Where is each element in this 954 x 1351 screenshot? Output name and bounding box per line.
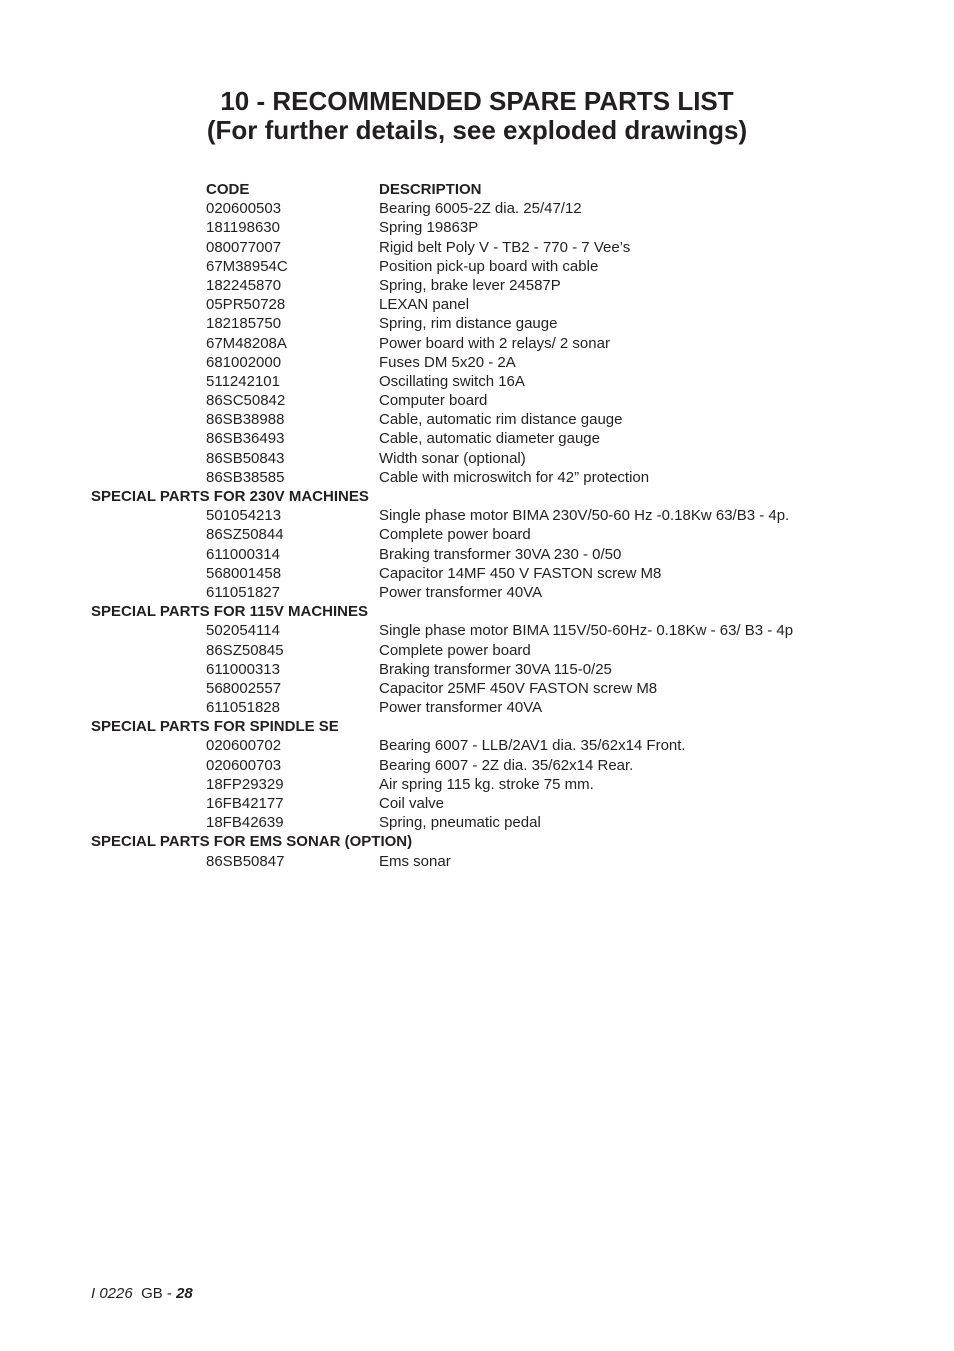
part-code: 681002000 [206, 353, 282, 371]
part-code: 611051827 [206, 583, 280, 601]
part-row [0, 525, 954, 544]
page-footer [91, 1285, 193, 1303]
part-row [0, 410, 954, 429]
part-code: 181198630 [206, 219, 280, 237]
part-row [0, 314, 954, 333]
part-row [0, 372, 954, 391]
part-row [0, 199, 954, 218]
part-description: Spring, rim distance gauge [379, 315, 558, 333]
part-code: 501054213 [206, 507, 282, 525]
part-row [0, 852, 954, 871]
part-code: 020600702 [206, 737, 282, 755]
part-description: Ems sonar [379, 852, 451, 870]
part-description: LEXAN panel [379, 296, 470, 314]
part-code: 05PR50728 [206, 296, 286, 314]
part-code: 020600703 [206, 756, 282, 774]
section-title: SPECIAL PARTS FOR SPINDLE SE [91, 718, 339, 736]
section-heading-row [0, 832, 954, 851]
part-code: 182185750 [206, 315, 282, 333]
part-code: 86SB38988 [206, 411, 285, 429]
part-code: 86SB36493 [206, 430, 285, 448]
part-code: 86SZ50845 [206, 641, 284, 659]
part-description: Spring, pneumatic pedal [379, 814, 541, 832]
part-row [0, 583, 954, 602]
part-description: Single phase motor BIMA 230V/50-60 Hz -0.18Kw 63/B3 - 4p. [379, 507, 790, 525]
page-number: 28 [176, 1285, 193, 1302]
part-description: Rigid belt Poly V - TB2 - 770 - 7 Vee’s [379, 238, 631, 256]
part-row [0, 794, 954, 813]
part-row [0, 775, 954, 794]
part-row [0, 257, 954, 276]
section-title: SPECIAL PARTS FOR 230V MACHINES [91, 488, 369, 505]
part-row [0, 353, 954, 372]
part-code: 568001458 [206, 564, 282, 582]
part-row [0, 698, 954, 717]
part-code: 67M48208A [206, 334, 287, 352]
part-row [0, 391, 954, 410]
part-code: 611051828 [206, 699, 280, 717]
part-row [0, 545, 954, 564]
part-row [0, 679, 954, 698]
part-row [0, 276, 954, 295]
part-description: Cable, automatic rim distance gauge [379, 411, 623, 429]
parts-rows [0, 199, 954, 871]
section-title: SPECIAL PARTS FOR EMS SONAR (OPTION) [91, 833, 413, 851]
description-column-header: DESCRIPTION [379, 181, 482, 198]
part-code: 86SZ50844 [206, 526, 284, 544]
part-code: 67M38954C [206, 257, 288, 275]
part-description: Spring, brake lever 24587P [379, 276, 561, 294]
part-code: 568002557 [206, 679, 282, 697]
part-row [0, 564, 954, 583]
part-row [0, 449, 954, 468]
section-title: SPECIAL PARTS FOR 115V MACHINES [91, 603, 369, 621]
footer-separator: - [166, 1285, 172, 1302]
column-header-row [0, 180, 954, 199]
part-description: Position pick-up board with cable [379, 257, 599, 275]
part-code: 611000313 [206, 660, 280, 678]
part-row [0, 813, 954, 832]
part-description: Width sonar (optional) [379, 449, 526, 467]
part-description: Air spring 115 kg. stroke 75 mm. [379, 775, 594, 793]
document-code: I 0226 [91, 1285, 133, 1302]
section-heading-row [0, 602, 954, 621]
part-description: Complete power board [379, 641, 531, 659]
part-description: Power board with 2 relays/ 2 sonar [379, 334, 610, 352]
part-row [0, 621, 954, 640]
part-description: Fuses DM 5x20 - 2A [379, 353, 516, 371]
part-description: Bearing 6005-2Z dia. 25/47/12 [379, 200, 582, 218]
part-description: Bearing 6007 - LLB/2AV1 dia. 35/62x14 Front. [379, 737, 686, 755]
part-description: Cable with microswitch for 42” protection [379, 468, 650, 486]
spare-parts-list [0, 180, 954, 871]
part-row [0, 295, 954, 314]
part-description: Capacitor 25MF 450V FASTON screw M8 [379, 679, 658, 697]
part-description: Bearing 6007 - 2Z dia. 35/62x14 Rear. [379, 756, 634, 774]
part-row [0, 756, 954, 775]
part-description: Complete power board [379, 526, 531, 544]
part-row [0, 468, 954, 487]
part-code: 86SB38585 [206, 468, 285, 486]
language-code: GB [141, 1285, 163, 1302]
part-description: Coil valve [379, 795, 445, 812]
part-row [0, 736, 954, 755]
part-code: 511242101 [206, 372, 280, 390]
part-row [0, 506, 954, 525]
part-row [0, 238, 954, 257]
part-row [0, 334, 954, 353]
part-code: 182245870 [206, 276, 282, 294]
part-description: Power transformer 40VA [379, 583, 543, 601]
section-heading-row [0, 717, 954, 736]
part-row [0, 641, 954, 660]
part-description: Braking transformer 30VA 230 - 0/50 [379, 545, 622, 563]
part-description: Spring 19863P [379, 219, 479, 237]
part-code: 502054114 [206, 622, 280, 640]
section-heading-row [0, 487, 954, 506]
part-code: 020600503 [206, 200, 282, 218]
part-code: 86SB50843 [206, 449, 285, 467]
code-column-header: CODE [206, 181, 250, 198]
part-code: 080077007 [206, 238, 282, 256]
part-description: Power transformer 40VA [379, 699, 543, 717]
part-code: 611000314 [206, 545, 280, 563]
page-title: 10 - RECOMMENDED SPARE PARTS LIST [220, 86, 734, 116]
part-code: 18FB42639 [206, 814, 284, 832]
part-code: 18FP29329 [206, 775, 284, 793]
part-code: 86SC50842 [206, 392, 286, 410]
part-description: Cable, automatic diameter gauge [379, 430, 600, 448]
part-row [0, 218, 954, 237]
part-description: Computer board [379, 392, 488, 410]
part-code: 86SB50847 [206, 852, 285, 870]
part-description: Single phase motor BIMA 115V/50-60Hz- 0.18Kw - 63/ B3 - 4p [379, 622, 794, 640]
part-row [0, 429, 954, 448]
part-description: Oscillating switch 16A [379, 372, 525, 390]
page-subtitle: (For further details, see exploded drawings) [206, 115, 748, 145]
part-description: Braking transformer 30VA 115-0/25 [379, 660, 612, 678]
part-description: Capacitor 14MF 450 V FASTON screw M8 [379, 564, 662, 582]
part-row [0, 660, 954, 679]
part-code: 16FB42177 [206, 795, 284, 812]
